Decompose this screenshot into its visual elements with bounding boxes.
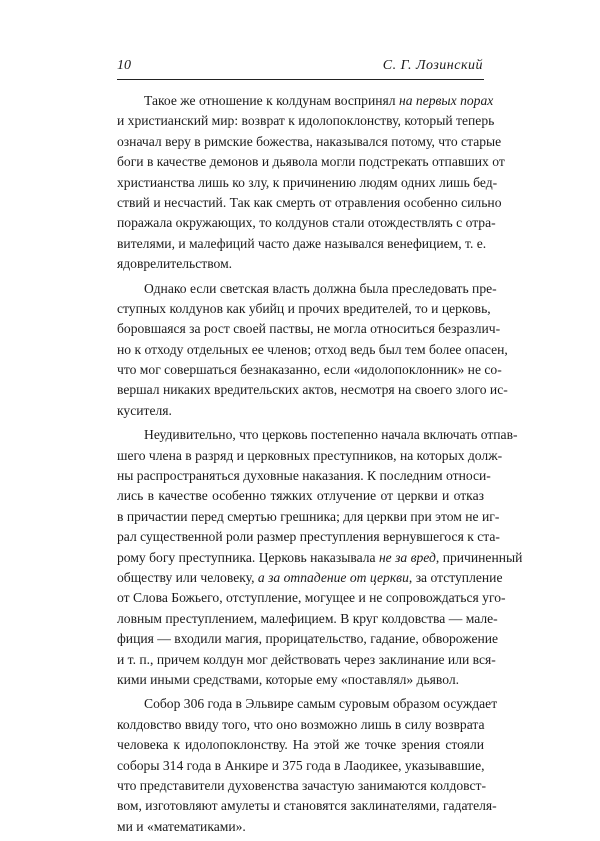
text-line xyxy=(117,380,508,400)
text-line xyxy=(117,213,496,233)
text-line xyxy=(117,568,503,588)
text-run: Неудивительно, что церковь постепенно начала включать отпав- xyxy=(144,427,518,443)
text-line xyxy=(117,507,500,527)
text-line xyxy=(117,425,518,445)
text-run: , за отступление xyxy=(408,569,503,585)
text-line xyxy=(117,299,491,319)
text-line xyxy=(117,817,484,837)
text-line xyxy=(117,279,497,299)
text-line xyxy=(117,609,498,629)
text-run: рал существенной роли размер преступления вернувшегося к ста- xyxy=(117,529,500,545)
text-run: вом, изготовляют амулеты и становятся заклинателями, гадателя- xyxy=(117,798,497,814)
text-line xyxy=(117,466,491,486)
text-run: ядоврелительством. xyxy=(117,256,233,272)
paragraph xyxy=(117,91,505,275)
text-line xyxy=(117,173,498,193)
text-line xyxy=(117,670,484,690)
text-run: боровшаяся за рост своей паствы, не могла относиться безразлич- xyxy=(117,321,501,337)
text-line xyxy=(117,548,523,568)
text-run: Однако если светская власть должна была преследовать пре- xyxy=(144,280,497,296)
text-line xyxy=(117,234,487,254)
text-line xyxy=(117,319,501,339)
text-run: но к отходу отдельных ее членов; отход ведь был тем более опасен, xyxy=(117,341,508,357)
body-text xyxy=(117,91,523,841)
text-line xyxy=(117,446,503,466)
text-run: вершал никаких вредительских актов, несмотря на своего злого ис- xyxy=(117,382,508,398)
page-header xyxy=(117,58,483,78)
text-run: кусителя. xyxy=(117,402,172,418)
text-run: означал веру в римские божества, наказывался потому, что старые xyxy=(117,133,502,149)
text-line xyxy=(117,715,484,735)
text-line xyxy=(117,254,484,274)
text-line xyxy=(117,756,484,776)
text-run: и христианский мир: возврат к идолопоклонству, который теперь xyxy=(117,113,495,129)
italic-phrase: а за отпадение от церкви xyxy=(257,569,409,585)
text-run: ны распространяться духовные наказания. К последним относи- xyxy=(117,468,491,484)
paragraph xyxy=(117,279,508,422)
paragraph xyxy=(117,425,523,690)
text-line xyxy=(117,111,495,131)
text-run: и т. п., причем колдун мог действовать через заклинание или вся- xyxy=(117,651,496,667)
text-run: поражала окружающих, то колдунов стали отождествлять с отра- xyxy=(117,215,496,231)
text-line xyxy=(117,796,497,816)
text-run: , причиненный xyxy=(435,549,523,565)
text-run: ступных колдунов как убийц и прочих вредителей, то и церковь, xyxy=(117,300,491,316)
text-run: в причастии перед смертью грешника; для церкви при этом не иг- xyxy=(117,508,500,524)
text-run: кими иными средствами, которые ему «поставлял» дьявол. xyxy=(117,671,460,687)
italic-phrase: на первых порах xyxy=(398,93,494,108)
page-number: 10 xyxy=(117,58,131,73)
text-run: лись в качестве особенно тяжких отлучение от церкви и отказ xyxy=(117,488,484,504)
running-head-author: С. Г. Лозинский xyxy=(382,58,483,73)
text-run: христианства лишь ко злу, к причинению людям одних лишь бед- xyxy=(117,174,498,190)
text-run: соборы 314 года в Анкире и 375 года в Лаодикее, указывавшие, xyxy=(117,757,485,773)
text-run: фиция — входили магия, прорицательство, гадание, обворожение xyxy=(117,631,499,647)
text-run: ми и «математиками». xyxy=(117,818,246,834)
text-line xyxy=(117,650,496,670)
text-line xyxy=(117,629,499,649)
text-run: что представители духовенства зачастую занимаются колдовст- xyxy=(117,777,487,793)
text-line xyxy=(117,193,502,213)
paragraph xyxy=(117,694,498,837)
text-line xyxy=(117,588,506,608)
text-line xyxy=(117,694,498,714)
text-run: шего члена в разряд и церковных преступников, на которых долж- xyxy=(117,447,503,463)
text-run: колдовство ввиду того, что оно возможно лишь в силу возврата xyxy=(117,716,485,732)
text-line xyxy=(117,486,484,506)
text-run: обществу или человеку, xyxy=(117,569,258,585)
text-run: от Слова Божьего, отступление, могущее и не сопровождаться уго- xyxy=(117,590,506,606)
header-rule xyxy=(117,79,484,80)
text-run: Такое же отношение к колдунам воспринял xyxy=(144,93,399,108)
text-line xyxy=(117,735,484,755)
text-line xyxy=(117,91,494,111)
text-run: ловным преступлением, малефицием. В круг колдовства — мале- xyxy=(117,610,498,626)
text-line xyxy=(117,132,502,152)
text-line xyxy=(117,340,508,360)
text-line xyxy=(117,401,484,421)
text-run: Собор 306 года в Эльвире самым суровым образом осуждает xyxy=(144,696,498,712)
text-line xyxy=(117,360,502,380)
text-run: вителями, и малефиций часто даже назывался венефицием, т. е. xyxy=(117,235,487,251)
text-line xyxy=(117,527,500,547)
text-line xyxy=(117,776,487,796)
text-run: что мог совершаться безнаказанно, если «идолопоклонник» не со- xyxy=(117,362,502,378)
text-run: ствий и несчастий. Так как смерть от отравления особенно сильно xyxy=(117,194,502,210)
italic-phrase: не за вред xyxy=(378,549,436,565)
text-run: боги в качестве демонов и дьявола могли подстрекать отпавших от xyxy=(117,154,505,170)
text-run: рому богу преступника. Церковь наказывала xyxy=(117,549,379,565)
text-run: человека к идолопоклонству. На этой же точке зрения стояли xyxy=(117,737,484,753)
text-line xyxy=(117,152,505,172)
